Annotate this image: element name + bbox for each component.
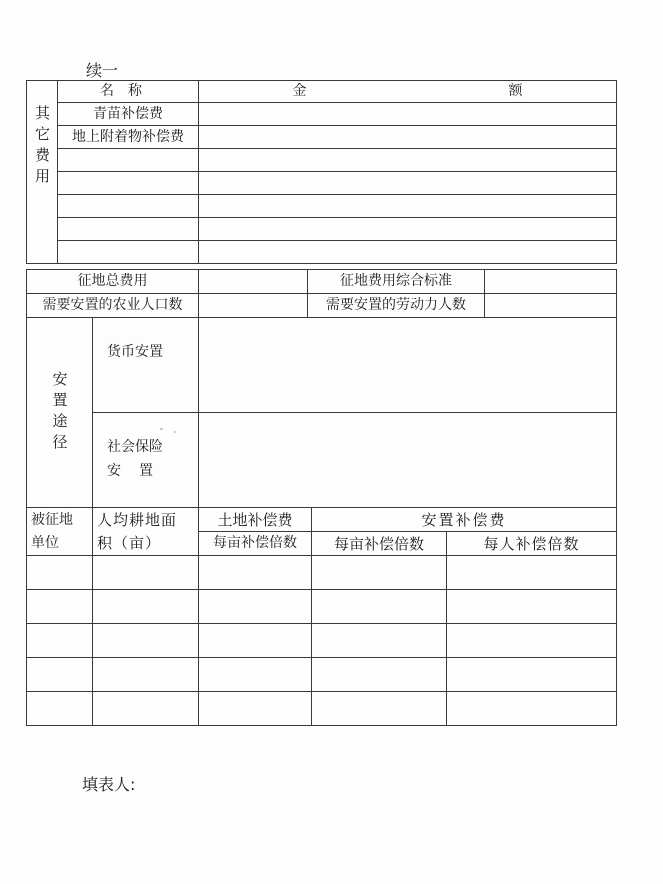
table-cell[interactable] xyxy=(312,624,447,658)
social-insurance-value[interactable] xyxy=(199,413,617,508)
compensation-table xyxy=(26,507,617,726)
table-cell[interactable] xyxy=(199,590,312,624)
header-amount-cell xyxy=(199,81,617,103)
monetary-value[interactable] xyxy=(199,318,617,413)
fee-item-name: 地上附着物补偿费 xyxy=(58,126,199,149)
table-cell[interactable] xyxy=(93,556,199,590)
social-insurance-line2: 安置 xyxy=(107,463,171,479)
fee-item-amount[interactable] xyxy=(199,172,617,195)
header-amount: 金额 xyxy=(292,83,523,100)
unit-label-line2: 单位 xyxy=(31,534,59,551)
labor-label: 需要安置的劳动力人数 xyxy=(308,294,485,318)
table-cell[interactable] xyxy=(447,692,617,726)
social-insurance-label xyxy=(93,413,199,508)
total-fee-value[interactable] xyxy=(199,270,308,294)
table-cell[interactable] xyxy=(199,556,312,590)
table-cell[interactable] xyxy=(93,590,199,624)
land-fee-label: 土地补偿费 xyxy=(199,508,312,532)
table-cell[interactable] xyxy=(27,590,93,624)
per-capita-line2: 积（亩） xyxy=(97,533,162,552)
table-cell[interactable] xyxy=(447,590,617,624)
table-cell[interactable] xyxy=(27,692,93,726)
fee-item-amount[interactable] xyxy=(199,149,617,172)
per-person-label: 每人补偿倍数 xyxy=(447,532,617,556)
other-fees-table xyxy=(26,80,617,264)
unit-label xyxy=(27,508,93,556)
continuation-label: 续一 xyxy=(86,61,119,80)
fee-item-amount[interactable] xyxy=(199,103,617,126)
labor-value[interactable] xyxy=(485,294,617,318)
resettle-fee-label: 安置补偿费 xyxy=(312,508,617,532)
fee-item-amount[interactable] xyxy=(199,218,617,241)
table-cell[interactable] xyxy=(447,658,617,692)
monetary-label: 货币安置 xyxy=(93,318,199,413)
table-cell[interactable] xyxy=(312,556,447,590)
per-capita-label xyxy=(93,508,199,556)
fee-item-name[interactable] xyxy=(58,172,199,195)
unit-label-line1: 被征地 xyxy=(31,512,73,529)
resettle-per-mu-label: 每亩补偿倍数 xyxy=(312,532,447,556)
table-cell[interactable] xyxy=(93,658,199,692)
table-cell[interactable] xyxy=(199,658,312,692)
table-cell[interactable] xyxy=(312,590,447,624)
header-name: 名称 xyxy=(58,81,199,103)
fee-item-amount[interactable] xyxy=(199,195,617,218)
table-cell[interactable] xyxy=(199,692,312,726)
per-capita-line1: 人均耕地面 xyxy=(97,511,178,529)
agri-pop-value[interactable] xyxy=(199,294,308,318)
filler-label: 填表人: xyxy=(82,775,136,794)
social-insurance-line1: 社会保险 xyxy=(107,439,163,456)
table-cell[interactable] xyxy=(27,624,93,658)
table-cell[interactable] xyxy=(93,692,199,726)
standard-label: 征地费用综合标准 xyxy=(308,270,485,294)
table-cell[interactable] xyxy=(447,624,617,658)
fee-item-amount[interactable] xyxy=(199,241,617,264)
fee-item-name[interactable] xyxy=(58,149,199,172)
table-cell[interactable] xyxy=(312,692,447,726)
fee-item-name: 青苗补偿费 xyxy=(58,103,199,126)
table-cell[interactable] xyxy=(27,556,93,590)
land-per-mu-label: 每亩补偿倍数 xyxy=(199,532,312,556)
fee-item-name[interactable] xyxy=(58,195,199,218)
table-cell[interactable] xyxy=(312,658,447,692)
fee-item-name[interactable] xyxy=(58,218,199,241)
table-cell[interactable] xyxy=(27,658,93,692)
agri-pop-label: 需要安置的农业人口数 xyxy=(27,294,199,318)
other-fees-section-label: 其它费用 xyxy=(27,81,58,264)
fee-item-amount[interactable] xyxy=(199,126,617,149)
fee-item-name[interactable] xyxy=(58,241,199,264)
resettlement-table xyxy=(26,317,617,508)
standard-value[interactable] xyxy=(485,270,617,294)
total-fee-label: 征地总费用 xyxy=(27,270,199,294)
table-cell[interactable] xyxy=(199,624,312,658)
summary-table xyxy=(26,269,617,318)
table-cell[interactable] xyxy=(447,556,617,590)
table-cell[interactable] xyxy=(93,624,199,658)
resettlement-section-label: 安置途径 xyxy=(27,318,93,508)
